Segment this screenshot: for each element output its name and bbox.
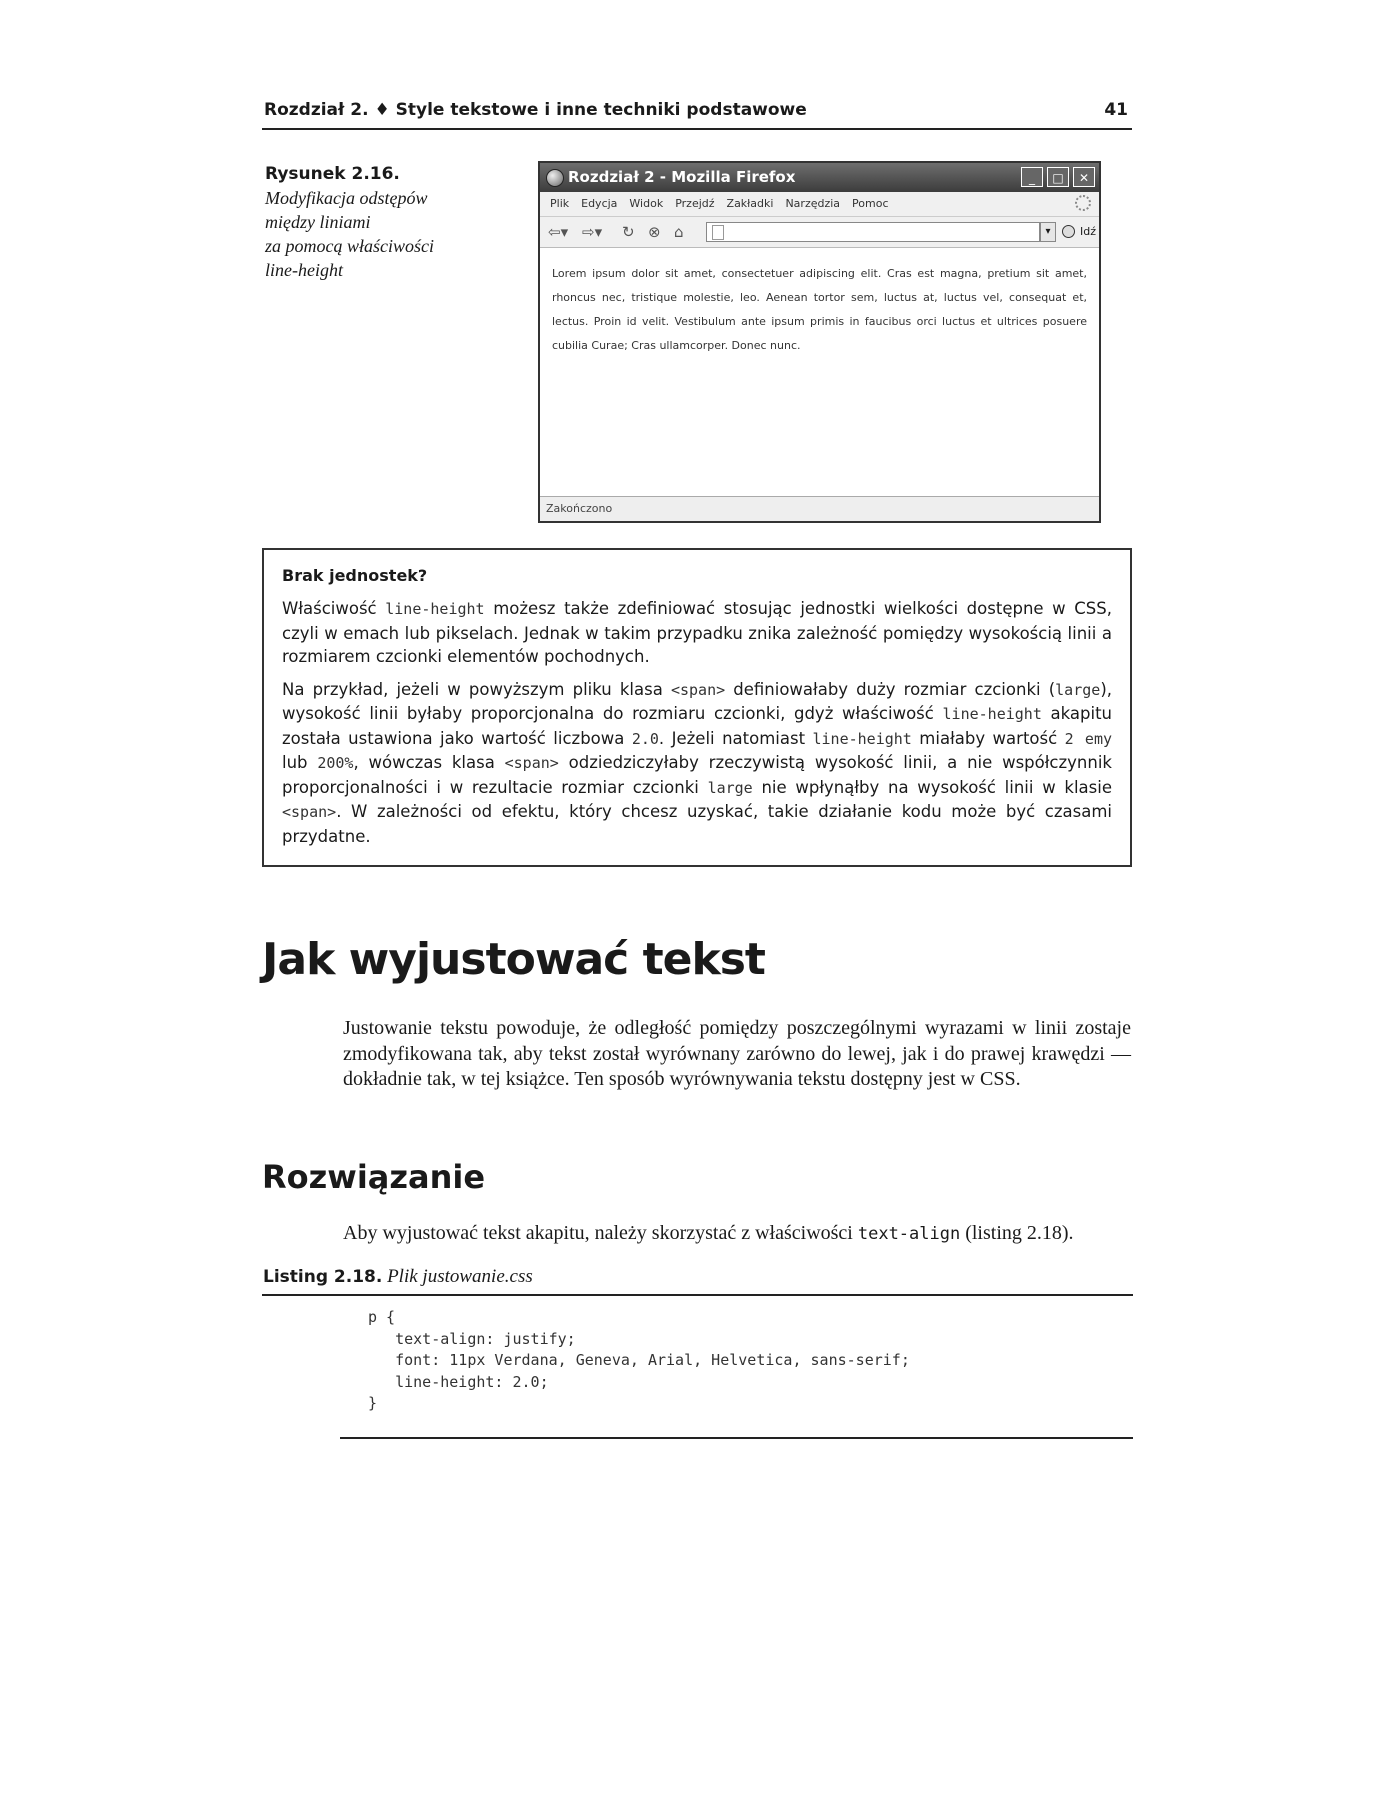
sidebar-note-box — [262, 548, 1132, 867]
inline-code: line-height — [942, 705, 1042, 723]
page-icon — [712, 225, 724, 240]
listing-caption — [263, 1266, 533, 1288]
menu-item-plik: Plik — [550, 197, 570, 210]
throbber-icon — [1075, 195, 1091, 211]
go-icon — [1062, 225, 1075, 238]
inline-code: large — [707, 778, 753, 797]
window-title: Rozdział 2 - Mozilla Firefox — [568, 168, 796, 186]
menu-item-narzedzia: Narzędzia — [785, 197, 841, 210]
figure-label: Rysunek 2.16. — [265, 164, 400, 184]
inline-code: line-height — [385, 600, 485, 618]
browser-titlebar — [540, 163, 1099, 192]
firefox-icon — [546, 169, 564, 187]
browser-statusbar — [540, 496, 1099, 521]
note-paragraph: Właściwość line-height możesz także zdefiniować stosując jednostki wielkości dostępne w CSS, czyli w emach lub pikselach. Jednak w takim przypadku znika zależność pomiędzy wysokością linii a rozmiarem czcionki elementów pochodnych. — [282, 599, 1112, 666]
running-header — [262, 98, 1132, 130]
home-icon: ⌂ — [674, 223, 684, 241]
inline-code: 200% — [317, 754, 354, 772]
reload-icon: ↻ — [622, 223, 635, 241]
note-paragraph: Na przykład, jeżeli w powyższym pliku klasa <span> definiowałaby duży rozmiar czcionki (large), wysokość linii byłaby proporcjonalna do rozmiaru czcionki, gdyż właściwość line-height akapitu została ustawiona jako wartość liczbowa 2.0. Jeżeli natomiast line-height miałaby wartość 2 emy lub 200%, wówczas klasa <span> odziedziczyłaby rzeczywistą wysokość linii, a nie współczynnik proporcjonalności i w rezultacie rozmiar czcionki large nie wpłynąłby na wysokość linii w klasie <span>. W zależności od efektu, który chcesz uzyskać, takie działanie kodu może być czasami przydatne. — [282, 679, 1113, 846]
solution-paragraph: Aby wyjustować tekst akapitu, należy skorzystać z właściwości text-align (listing 2.18). — [343, 1222, 1074, 1244]
close-icon: ✕ — [1073, 167, 1095, 187]
browser-menubar — [540, 192, 1099, 217]
maximize-icon: □ — [1047, 167, 1069, 187]
address-bar — [706, 222, 1040, 242]
status-text: Zakończono — [546, 502, 613, 515]
browser-navigation-toolbar — [540, 217, 1099, 248]
menu-item-widok: Widok — [629, 197, 664, 210]
inline-code: line-height — [812, 729, 912, 748]
inline-code: 2.0 — [631, 729, 659, 748]
menu-item-edycja: Edycja — [581, 197, 618, 210]
subsection-heading: Rozwiązanie — [262, 1158, 486, 1196]
note-title: Brak jednostek? — [282, 566, 428, 585]
minimize-icon: _ — [1021, 167, 1043, 187]
inline-code: <span> — [670, 680, 726, 699]
section-intro-paragraph: Justowanie tekstu powoduje, że odległość pomiędzy poszczególnymi wyrazami w linii zostaje zmodyfikowana tak, aby tekst został wyrównany zarówno do lewej, jak i do prawej krawędzi — dokładnie tak, w tej książce. Ten sposób wyrównywania tekstu dostępny jest w CSS. — [343, 1017, 1131, 1090]
browser-window-screenshot — [538, 161, 1101, 523]
menu-item-przejdz: Przejdź — [675, 197, 715, 210]
forward-arrow-icon: ⇨▾ — [582, 223, 603, 241]
inline-code: large — [1055, 680, 1101, 699]
inline-code: <span> — [282, 803, 337, 821]
figure-caption — [265, 162, 485, 282]
code-listing: p { text-align: justify; font: 11px Verdana, Geneva, Arial, Helvetica, sans-serif; line-height: 2.0; } — [368, 1308, 910, 1412]
figure-description-line: line-height — [265, 260, 343, 280]
listing-filename: Plik justowanie.css — [387, 1266, 533, 1287]
page-number: 41 — [1104, 100, 1128, 120]
inline-code: 2 emy — [1064, 729, 1113, 748]
chevron-down-icon: ▾ — [1040, 222, 1056, 242]
browser-page-content: Lorem ipsum dolor sit amet, consectetuer adipiscing elit. Cras est magna, pretium sit amet, rhoncus nec, tristique molestie, leo. Aenean tortor sem, luctus at, luctus vel, consequat et, lectus. Proin id velit. Vestibulum ante ipsum primis in faucibus orci luctus et ultrices posuere cubilia Curae; Cras ullamcorper. Donec nunc. — [552, 267, 1087, 352]
go-label: Idź — [1080, 225, 1097, 238]
menu-item-zakladki: Zakładki — [726, 197, 774, 210]
listing-label: Listing 2.18. — [263, 1267, 383, 1287]
listing-bottom-rule — [340, 1437, 1133, 1439]
inline-code: text-align — [857, 1224, 961, 1244]
back-arrow-icon: ⇦▾ — [548, 223, 569, 241]
listing-top-rule — [262, 1294, 1133, 1296]
section-heading: Jak wyjustować tekst — [262, 934, 765, 985]
figure-description-line: za pomocą właściwości — [265, 236, 434, 256]
menu-item-pomoc: Pomoc — [852, 197, 889, 210]
inline-code: <span> — [504, 754, 559, 772]
figure-description-line: Modyfikacja odstępów — [265, 188, 428, 208]
stop-icon: ⊗ — [648, 223, 661, 241]
figure-description-line: między liniami — [265, 212, 371, 232]
running-title: Rozdział 2. ♦ Style tekstowe i inne techniki podstawowe — [264, 100, 807, 120]
